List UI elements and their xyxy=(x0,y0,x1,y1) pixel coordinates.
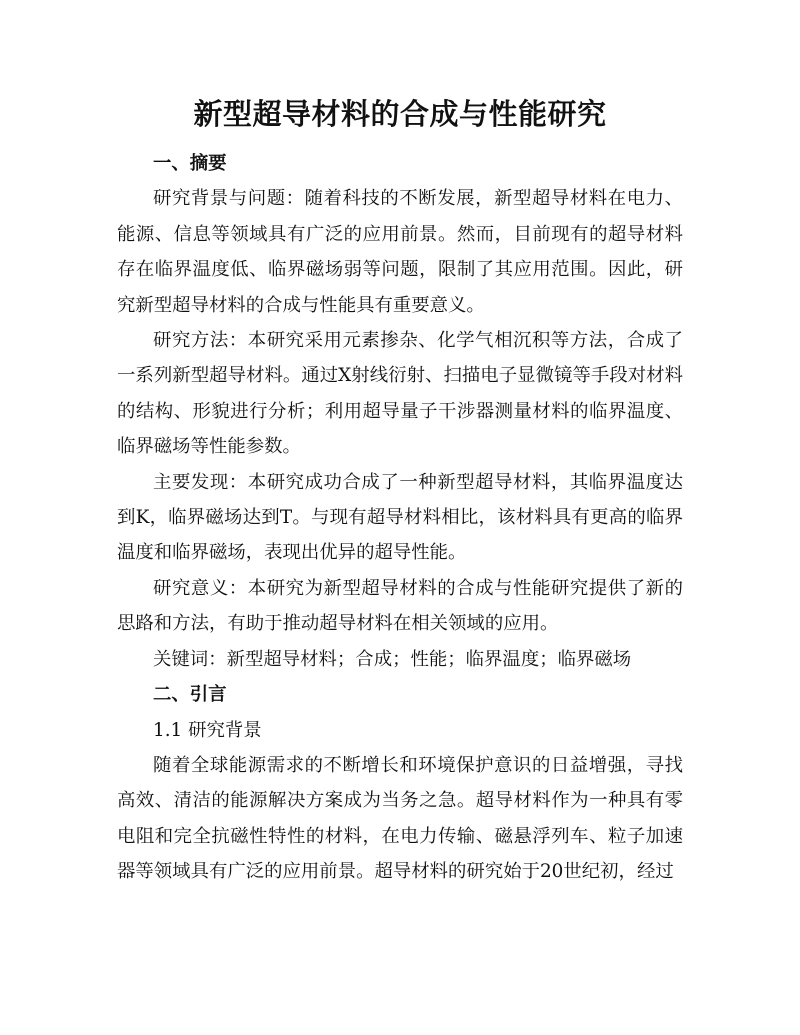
significance-paragraph: 研究意义：本研究为新型超导材料的合成与性能研究提供了新的思路和方法，有助于推动超导材料在相关领域的应用。 xyxy=(117,577,683,635)
intro-paragraph: 随着全球能源需求的不断增长和环境保护意识的日益增强，寻找高效、清洁的能源解决方案成为当务之急。超导材料作为一种具有零电阻和完全抗磁性特性的材料，在电力传输、磁悬浮列车、粒子加速器等领域具有广泛的应用前景。超导材料的研究始于20世纪初，经过 xyxy=(117,754,683,883)
document-body xyxy=(117,146,683,890)
abstract-heading: 一、摘要 xyxy=(153,153,227,174)
background-paragraph: 研究背景与问题：随着科技的不断发展，新型超导材料在电力、能源、信息等领域具有广泛的应用前景。然而，目前现有的超导材料存在临界温度低、临界磁场弱等问题，限制了其应用范围。因此，研究新型超导材料的合成与性能具有重要意义。 xyxy=(117,188,683,316)
keywords-line: 关键词：新型超导材料；合成；性能；临界温度；临界磁场 xyxy=(153,648,632,670)
subsection-1-1-heading: 1.1 研究背景 xyxy=(153,719,262,741)
intro-heading: 二、引言 xyxy=(153,684,227,706)
findings-paragraph: 主要发现：本研究成功合成了一种新型超导材料，其临界温度达到K，临界磁场达到T。与现有超导材料相比，该材料具有更高的临界温度和临界磁场，表现出优异的超导性能。 xyxy=(117,471,683,564)
method-paragraph: 研究方法：本研究采用元素掺杂、化学气相沉积等方法，合成了一系列新型超导材料。通过X射线衍射、扫描电子显微镜等手段对材料的结构、形貌进行分析；利用超导量子干涉器测量材料的临界温度、临界磁场等性能参数。 xyxy=(117,330,683,458)
document-title: 新型超导材料的合成与性能研究 xyxy=(193,97,607,131)
